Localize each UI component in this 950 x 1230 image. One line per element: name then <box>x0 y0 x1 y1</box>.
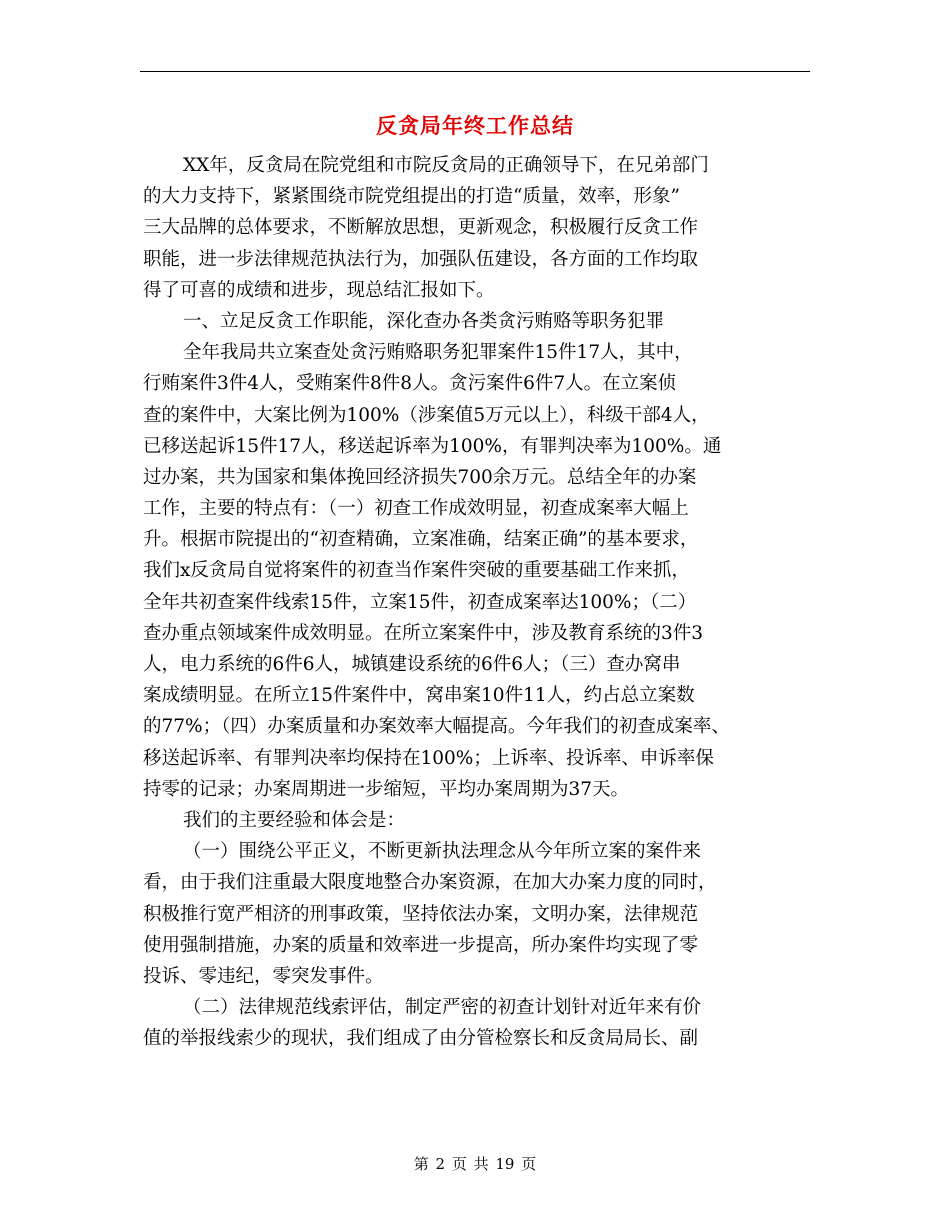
body-line: 升。根据市院提出的“初查精确，立案准确，结案正确”的基本要求， <box>143 529 699 551</box>
body-line: 行贿案件3件4人，受贿案件8件8人。贪污案件6件7人。在立案侦 <box>143 373 677 395</box>
body-line: 一、立足反贪工作职能，深化查办各类贪污贿赂等职务犯罪 <box>183 310 665 332</box>
body-line: 移送起诉率、有罪判决率均保持在100%；上诉率、投诉率、申诉率保 <box>143 747 714 769</box>
body-line: 投诉、零违纪，零突发事件。 <box>143 965 384 987</box>
body-line: 全年共初查案件线索15件，立案15件，初查成案率达100%；（二） <box>143 591 697 613</box>
body-line: 值的举报线索少的现状，我们组成了由分管检察长和反贪局局长、副 <box>143 1028 699 1050</box>
header-rule <box>140 71 810 72</box>
body-line: 工作，主要的特点有：（一）初查工作成效明显，初查成案率大幅上 <box>143 498 689 520</box>
document-title: 反贪局年终工作总结 <box>376 114 574 138</box>
body-line: （一）围绕公平正义，不断更新执法理念从今年所立案的案件来 <box>183 841 702 863</box>
body-line: （二）法律规范线索评估，制定严密的初查计划针对近年来有价 <box>183 997 702 1019</box>
body-line: 过办案，共为国家和集体挽回经济损失700余万元。总结全年的办案 <box>143 466 697 488</box>
body-line: 查办重点领域案件成效明显。在所立案案件中，涉及教育系统的3件3 <box>143 622 704 644</box>
body-line: 持零的记录；办案周期进一步缩短，平均办案周期为37天。 <box>143 778 630 800</box>
body-line: 人，电力系统的6件6人，城镇建设系统的6件6人；（三）查办窝串 <box>143 654 681 675</box>
body-line: 全年我局共立案查处贪污贿赂职务犯罪案件15件17人，其中， <box>183 342 693 364</box>
body-line: 职能，进一步法律规范执法行为，加强队伍建设，各方面的工作均取 <box>143 248 699 270</box>
body-line: 的大力支持下，紧紧围绕市院党组提出的打造“质量，效率，形象” <box>143 186 680 208</box>
body-line: XX年，反贪局在院党组和市院反贪局的正确领导下，在兄弟部门 <box>183 155 709 176</box>
body-line: 积极推行宽严相济的刑事政策，坚持依法办案，文明办案，法律规范 <box>143 903 699 925</box>
body-line: 得了可喜的成绩和进步，现总结汇报如下。 <box>143 279 495 301</box>
page-number: 第 2 页 共 19 页 <box>413 1155 537 1173</box>
document-body <box>143 150 807 1054</box>
body-line: 的77%；（四）办案质量和办案效率大幅提高。今年我们的初查成案率、 <box>143 716 730 738</box>
body-line: 查的案件中，大案比例为100%（涉案值5万元以上），科级干部4人， <box>143 404 710 426</box>
body-line: 三大品牌的总体要求，不断解放思想，更新观念，积极履行反贪工作 <box>143 217 699 239</box>
body-line: 看，由于我们注重最大限度地整合办案资源，在加大办案力度的同时， <box>143 872 717 894</box>
body-line: 案成绩明显。在所立15件案件中，窝串案10件11人，约占总立案数 <box>143 685 695 707</box>
body-line: 已移送起诉15件17人，移送起诉率为100%，有罪判决率为100%。通 <box>143 435 722 457</box>
body-line: 我们x反贪局自觉将案件的初查当作案件突破的重要基础工作来抓， <box>143 560 690 582</box>
body-line: 我们的主要经验和体会是： <box>183 809 406 831</box>
body-line: 使用强制措施，办案的质量和效率进一步提高，所办案件均实现了零 <box>143 934 699 956</box>
